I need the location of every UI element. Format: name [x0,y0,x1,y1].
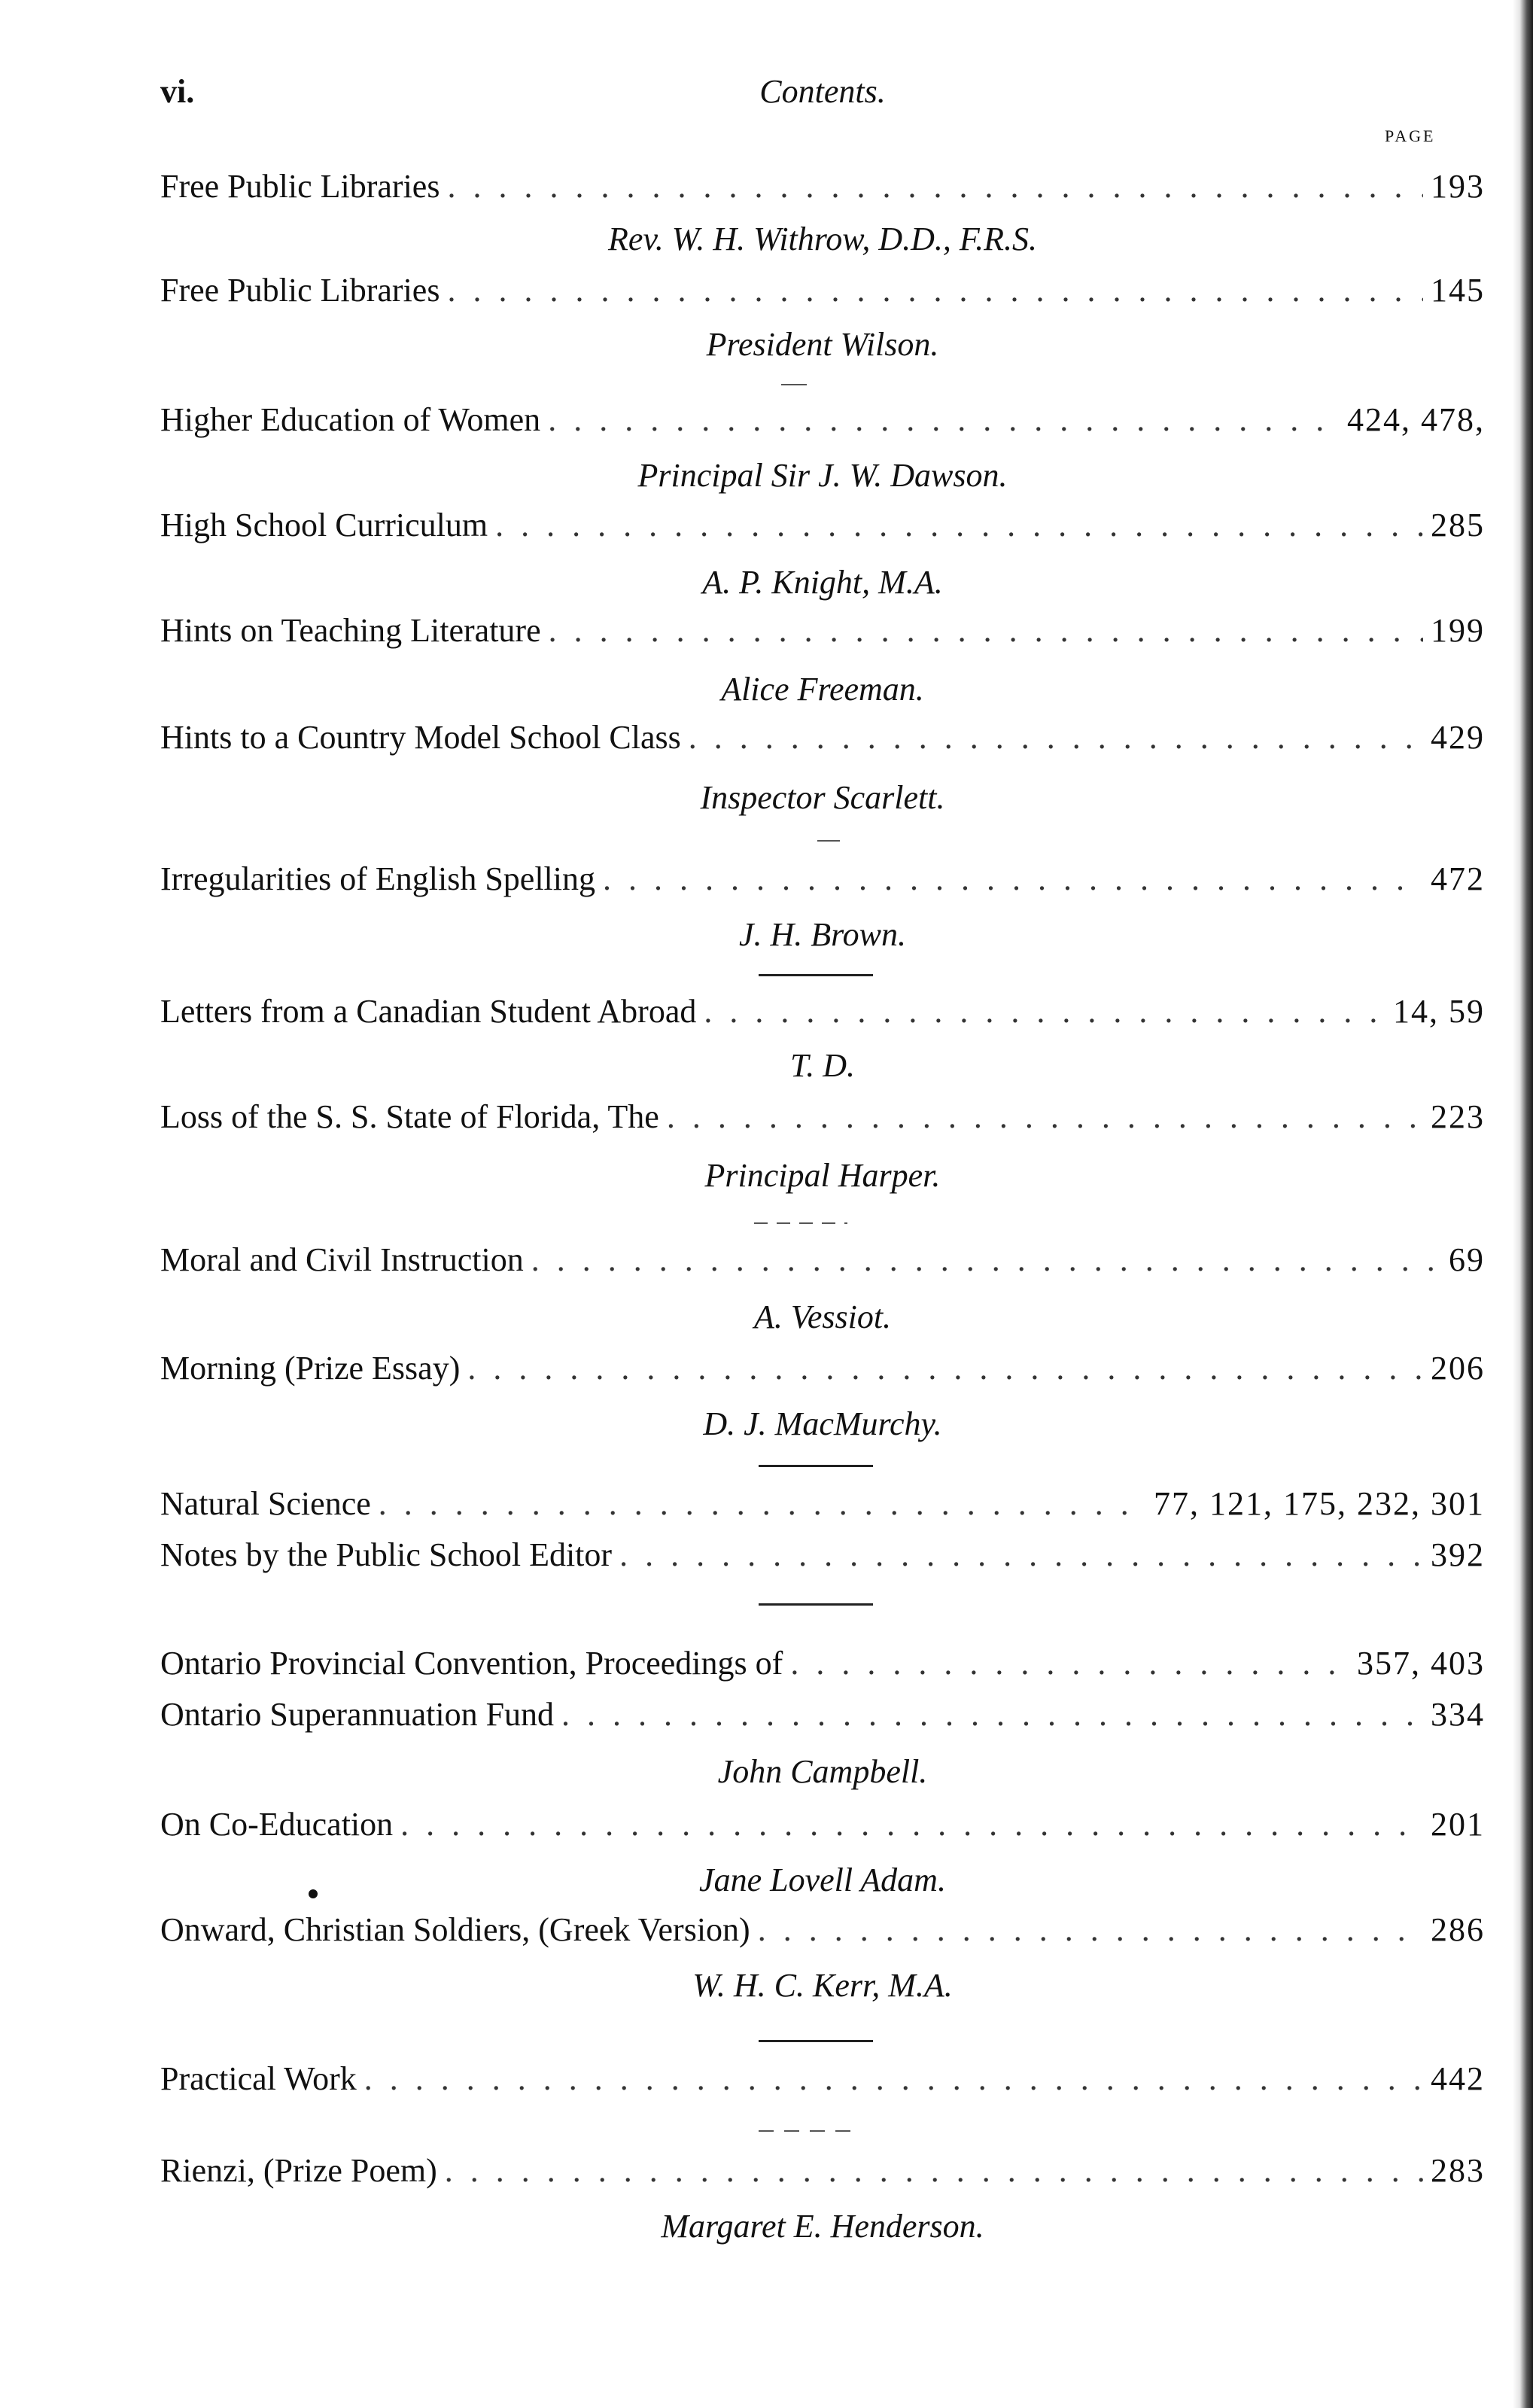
section-rule [759,1465,873,1467]
dot-leader [603,860,1423,898]
toc-entry [160,167,1485,215]
entry-pages: 472 [1431,860,1485,897]
entry-pages: 283 [1431,2152,1485,2189]
entry-pages: 429 [1431,719,1485,756]
running-title: Contents. [759,73,886,110]
toc-entry [160,2151,1485,2199]
entry-author: President Wilson. [706,326,939,363]
entry-title: High School Curriculum [160,507,488,543]
entry-pages: 199 [1431,612,1485,649]
entry-title: Letters from a Canadian Student Abroad [160,993,697,1030]
toc-entry [160,271,1485,319]
entry-title: Ontario Provincial Convention, Proceedings of [160,1645,783,1682]
dot-leader [364,2059,1423,2098]
entry-author: Jane Lovell Adam. [699,1862,946,1898]
dot-leader [447,271,1423,309]
entry-author: Rev. W. H. Withrow, D.D., F.R.S. [608,221,1037,257]
page-header [160,72,1485,117]
dot-leader [619,1536,1423,1574]
entry-title: Rienzi, (Prize Poem) [160,2152,437,2189]
entry-author: Principal Sir J. W. Dawson. [637,457,1008,494]
dot-leader [548,400,1340,439]
entry-author: J. H. Brown. [738,916,907,953]
entry-pages: 201 [1431,1806,1485,1843]
page-edge-shadow [1513,0,1533,2408]
toc-entry [160,992,1485,1040]
entry-author: John Campbell. [717,1753,928,1790]
dot-leader [704,992,1385,1030]
entry-title: Moral and Civil Instruction [160,1241,524,1278]
dot-leader [467,1349,1423,1387]
entry-author: Principal Harper. [704,1157,941,1194]
entry-title: Hints on Teaching Literature [160,612,541,649]
entry-pages: 14, 59 [1393,993,1485,1030]
section-rule [759,1603,873,1606]
entry-pages: 145 [1431,272,1485,309]
separator-dash [781,384,807,385]
separator-dash [759,2130,852,2132]
toc-entry [160,1910,1485,1959]
toc-entry [160,1536,1485,1584]
dot-leader [689,718,1423,756]
entry-pages: 392 [1431,1536,1485,1573]
dot-leader [667,1097,1423,1136]
entry-pages: 206 [1431,1350,1485,1387]
entry-pages: 286 [1431,1911,1485,1948]
entry-author: W. H. C. Kerr, M.A. [692,1967,953,2004]
entry-pages: 285 [1431,507,1485,543]
separator-dash [754,1222,847,1224]
separator-dash [817,840,840,842]
dot-leader [447,167,1423,205]
entry-title: Practical Work [160,2060,357,2097]
entry-author: T. D. [790,1047,855,1084]
entry-title: Loss of the S. S. State of Florida, The [160,1098,659,1135]
entry-title: Irregularities of English Spelling [160,860,595,897]
dot-leader [379,1484,1146,1523]
toc-entry [160,611,1485,659]
toc-entry [160,1805,1485,1853]
entry-title: Ontario Superannuation Fund [160,1696,555,1733]
dot-leader [561,1695,1423,1734]
entry-title: Hints to a Country Model School Class [160,719,681,756]
entry-author: Inspector Scarlett. [700,779,945,816]
dot-leader [790,1644,1349,1682]
entry-pages: 77, 121, 175, 232, 301 [1154,1485,1485,1522]
dot-leader [549,611,1423,650]
toc-entry [160,2059,1485,2108]
entry-author: A. P. Knight, M.A. [702,564,943,601]
entry-author: A. Vessiot. [753,1298,892,1335]
entry-title: Onward, Christian Soldiers, (Greek Version) [160,1911,750,1948]
section-rule [759,974,873,976]
toc-entry [160,1695,1485,1743]
entry-pages: 357, 403 [1357,1645,1485,1682]
toc-entry [160,1349,1485,1397]
entry-title: Free Public Libraries [160,272,440,309]
entry-title: Free Public Libraries [160,168,440,205]
dot-leader [445,2151,1423,2190]
entry-pages: 69 [1449,1241,1485,1278]
dot-leader [495,506,1423,544]
entry-author: D. J. MacMurchy. [703,1405,942,1442]
dot-leader [400,1805,1423,1843]
page-number: vi. [160,73,195,110]
dot-leader [531,1241,1441,1279]
entry-pages: 193 [1431,168,1485,205]
toc-entry [160,1484,1485,1533]
entry-author: Alice Freeman. [721,671,924,708]
entry-title: Notes by the Public School Editor [160,1536,613,1573]
toc-entry [160,1097,1485,1146]
entry-pages: 442 [1431,2060,1485,2097]
toc-entry [160,1241,1485,1289]
page-column-heading: PAGE [1385,126,1436,145]
entry-pages: 223 [1431,1098,1485,1135]
entry-title: On Co-Education [160,1806,394,1843]
entry-title: Morning (Prize Essay) [160,1350,461,1387]
toc-entry [160,400,1485,449]
entry-pages: 334 [1431,1696,1485,1733]
entry-title: Natural Science [160,1485,371,1522]
toc-entry [160,506,1485,554]
toc-entry [160,1644,1485,1692]
toc-entry [160,860,1485,908]
dot-leader [758,1910,1423,1949]
toc-entry [160,718,1485,766]
section-rule [759,2040,873,2042]
entry-pages: 424, 478, [1347,401,1485,438]
entry-title: Higher Education of Women [160,401,541,438]
entry-author: Margaret E. Henderson. [661,2208,984,2245]
